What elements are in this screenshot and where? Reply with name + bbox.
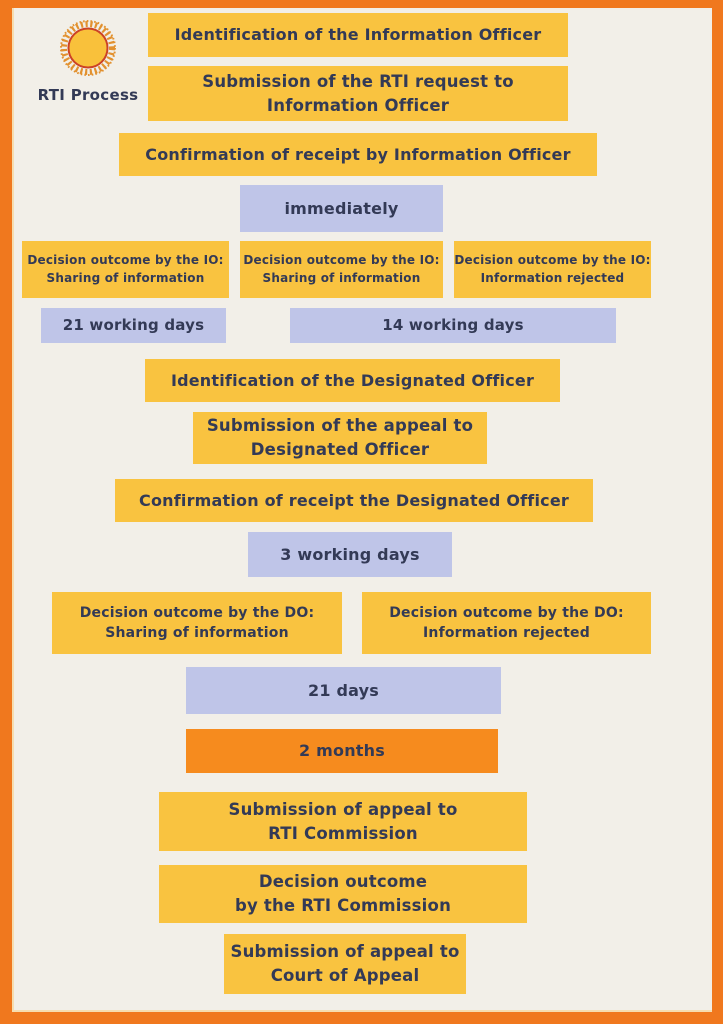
duration-label: 2 months bbox=[299, 741, 385, 761]
step-label-line2: RTI Commission bbox=[268, 823, 418, 843]
duration-label: 21 days bbox=[308, 680, 379, 700]
step-submission-appeal-rti-commission bbox=[159, 792, 527, 851]
duration-2-months bbox=[186, 729, 498, 773]
step-submission-rti-request bbox=[148, 66, 568, 121]
decision-do-sharing bbox=[52, 592, 342, 654]
step-submission-appeal-court bbox=[224, 934, 466, 994]
step-label: Confirmation of receipt by Information Officer bbox=[145, 144, 571, 164]
poster-canvas bbox=[12, 8, 712, 1012]
step-label-line1: Submission of the appeal to bbox=[206, 416, 474, 436]
duration-14-working-days bbox=[290, 308, 616, 343]
decision-do-rejected bbox=[362, 592, 651, 654]
duration-21-days bbox=[186, 667, 501, 714]
step-submission-appeal-do bbox=[193, 412, 487, 464]
duration-label: 21 working days bbox=[62, 315, 205, 334]
duration-label: immediately bbox=[284, 198, 399, 218]
decision-io-rejected bbox=[454, 241, 651, 298]
decision-label-line1: Decision outcome by the IO: bbox=[243, 253, 440, 268]
step-label-line2: Designated Officer bbox=[250, 440, 430, 459]
duration-label: 3 working days bbox=[280, 544, 420, 564]
sun-medallion-icon bbox=[58, 18, 118, 82]
step-label: Identification of the Information Officer bbox=[174, 25, 542, 45]
duration-immediately bbox=[240, 185, 443, 232]
rti-logo bbox=[28, 18, 148, 113]
decision-label-line2: Information rejected bbox=[480, 270, 625, 285]
step-label: Identification of the Designated Officer bbox=[170, 370, 535, 390]
logo-title: RTI Process bbox=[37, 86, 139, 104]
step-identification-io bbox=[148, 13, 568, 57]
decision-label-line2: Sharing of information bbox=[262, 270, 421, 285]
step-label-line2: Court of Appeal bbox=[270, 966, 420, 985]
decision-label-line1: Decision outcome by the IO: bbox=[454, 253, 651, 268]
duration-21-working-days bbox=[41, 308, 226, 343]
decision-io-sharing-1 bbox=[22, 241, 229, 298]
step-label-line2: Information Officer bbox=[266, 95, 450, 115]
decision-io-sharing-2 bbox=[240, 241, 443, 298]
decision-label-line1: Decision outcome by the IO: bbox=[27, 253, 224, 268]
step-label-line1: Submission of appeal to bbox=[228, 799, 458, 819]
decision-label-line2: Sharing of information bbox=[46, 270, 205, 285]
step-label: Confirmation of receipt the Designated Officer bbox=[139, 490, 569, 510]
decision-label-line2: Information rejected bbox=[423, 625, 590, 641]
step-label-line2: by the RTI Commission bbox=[234, 896, 452, 915]
decision-label-line1: Decision outcome by the DO: bbox=[79, 604, 315, 621]
step-decision-rti-commission bbox=[159, 865, 527, 923]
step-label-line1: Submission of the RTI request to bbox=[202, 71, 514, 91]
decision-label-line2: Sharing of information bbox=[105, 625, 289, 641]
step-confirmation-receipt-io bbox=[119, 133, 597, 176]
duration-label: 14 working days bbox=[382, 315, 524, 334]
duration-3-working-days bbox=[248, 532, 452, 577]
step-confirmation-receipt-do bbox=[115, 479, 593, 522]
decision-label-line1: Decision outcome by the DO: bbox=[389, 604, 624, 621]
step-identification-do bbox=[145, 359, 560, 402]
step-label-line1: Decision outcome bbox=[258, 872, 428, 892]
step-label-line1: Submission of appeal to bbox=[230, 942, 460, 962]
